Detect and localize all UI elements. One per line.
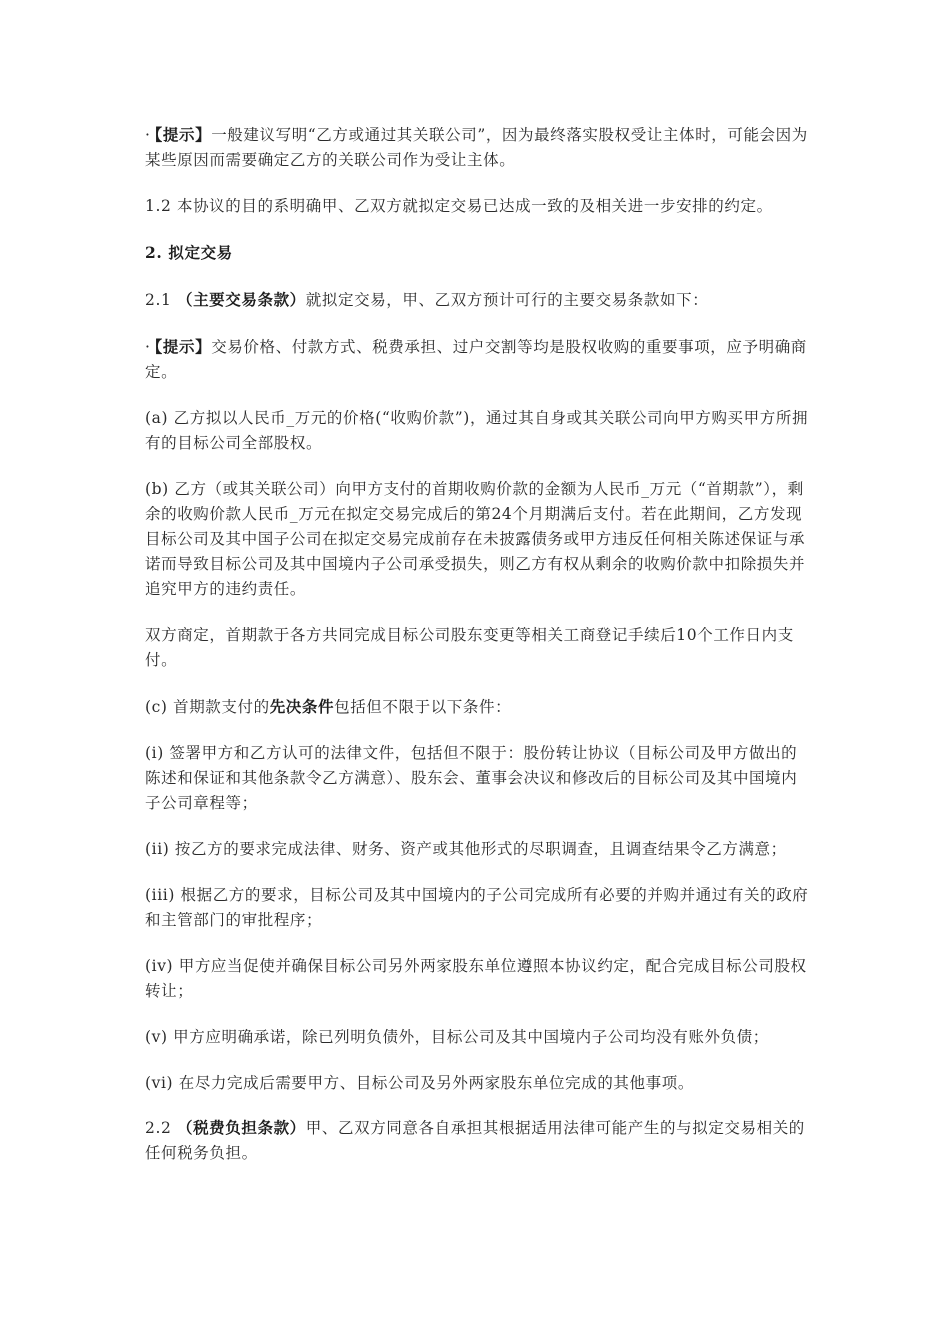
item-c <box>145 694 810 720</box>
bullet: · <box>145 338 151 356</box>
item-a: (a) 乙方拟以人民币_万元的价格(“收购价款”)，通过其自身或其关联公司向甲方购买甲方所拥有的目标公司全部股权。 <box>145 409 809 452</box>
condition-ii: (ii) 按乙方的要求完成法律、财务、资产或其他形式的尽职调查，且调查结果令乙方满意； <box>145 840 787 858</box>
tip-label: 【提示】 <box>154 125 212 144</box>
clause-title: （主要交易条款） <box>176 290 306 309</box>
tip-text: 一般建议写明“乙方或通过其关联公司”，因为最终落实股权受让主体时，可能会因为某些原因而需要确定乙方的关联公司作为受让主体。 <box>145 126 808 169</box>
item-c-bold: 先决条件 <box>269 697 335 716</box>
condition-i: (i) 签署甲方和乙方认可的法律文件，包括但不限于：股份转让协议（目标公司及甲方做出的陈述和保证和其他条款令乙方满意）、股东会、董事会决议和修改后的目标公司及其中国境内子公司章程等； <box>145 744 798 812</box>
item-c-pre: (c) 首期款支付的 <box>145 698 270 716</box>
tip-paragraph-1 <box>145 122 810 173</box>
clause-title: （税费负担条款） <box>176 1118 306 1137</box>
item-b: (b) 乙方（或其关联公司）向甲方支付的首期收购价款的金额为人民币_万元（“首期款”），剩余的收购价款人民币_万元在拟定交易完成后的第24个月期满后支付。若在此期间，乙方发现目标公司及其中国子公司在拟定交易完成前存在未披露债务或甲方违反任何相关陈述保证与承诺而导致目标公司及其中国境内子公司承受损失，则乙方有权从剩余的收购价款中扣除损失并追究甲方的违约责任。 <box>145 480 806 598</box>
section-heading-text: 2. 拟定交易 <box>145 243 233 262</box>
condition-v: (v) 甲方应明确承诺，除已列明负债外，目标公司及其中国境内子公司均没有账外负债； <box>145 1028 769 1046</box>
clause-1-2: 1.2 本协议的目的系明确甲、乙双方就拟定交易已达成一致的及相关进一步安排的约定。 <box>145 197 773 215</box>
tip-label: 【提示】 <box>154 337 212 356</box>
clause-number: 2.1 <box>145 291 177 309</box>
clause-text: 就拟定交易，甲、乙双方预计可行的主要交易条款如下： <box>305 291 709 309</box>
tip-paragraph-2 <box>145 334 810 385</box>
section-heading-2 <box>145 240 810 266</box>
condition-iii: (iii) 根据乙方的要求，目标公司及其中国境内的子公司完成所有必要的并购并通过有关的政府和主管部门的审批程序； <box>145 886 809 929</box>
clause-number: 2.2 <box>145 1119 177 1137</box>
clause-2-1 <box>145 287 810 313</box>
clause-text: 甲、乙双方同意各自承担其根据适用法律可能产生的与拟定交易相关的任何税务负担。 <box>145 1119 805 1162</box>
item-c-post: 包括但不限于以下条件： <box>334 698 512 716</box>
bullet: · <box>145 126 151 144</box>
tip-text: 交易价格、付款方式、税费承担、过户交割等均是股权收购的重要事项，应予明确商定。 <box>145 338 807 381</box>
first-payment-note: 双方商定，首期款于各方共同完成目标公司股东变更等相关工商登记手续后10个工作日内支付。 <box>145 626 794 669</box>
condition-iv: (iv) 甲方应当促使并确保目标公司另外两家股东单位遵照本协议约定，配合完成目标公司股权转让； <box>145 957 807 1000</box>
clause-2-2 <box>145 1115 810 1166</box>
condition-vi: (vi) 在尽力完成后需要甲方、目标公司及另外两家股东单位完成的其他事项。 <box>145 1074 694 1092</box>
